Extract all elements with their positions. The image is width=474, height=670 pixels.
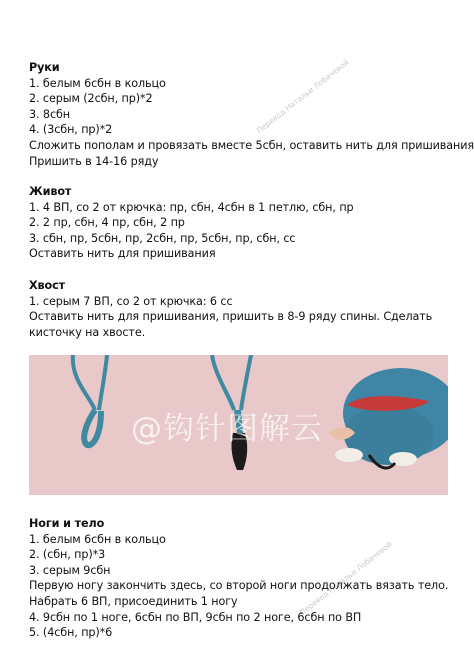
belly-line-4: Оставить нить для пришивания (29, 247, 216, 261)
section-belly (29, 184, 449, 262)
legs-line-5: Набрать 6 ВП, присоединить 1 ногу (29, 594, 238, 608)
legs-line-4: Первую ногу закончить здесь, со второй ноги продолжать вязать тело. (29, 579, 449, 593)
legs-line-6: 4. 9сбн по 1 ноге, 6сбн по ВП, 9сбн по 2 ноге, 6сбн по ВП (29, 610, 362, 624)
tail-line-3: кисточку на хвосте. (29, 325, 146, 339)
legs-line-3: 3. серым 9сбн (29, 563, 111, 577)
legs-line-1: 1. белым 6сбн в кольцо (29, 532, 166, 546)
tail-line-1: 1. серым 7 ВП, со 2 от крючка: 6 сс (29, 294, 233, 308)
photo-watermark: @钩针图解云 (131, 411, 323, 447)
legs-line-7: 5. (4сбн, пр)*6 (29, 626, 113, 640)
belly-line-3: 3. сбн, пр, 5сбн, пр, 2сбн, пр, 5сбн, пр, сбн, сс (29, 231, 296, 245)
section-title-belly: Живот (29, 185, 72, 198)
translator-watermark-top: Перевод Натальи Лобачёвой (255, 57, 351, 136)
legs-line-2: 2. (сбн, пр)*3 (29, 548, 106, 562)
translator-watermark-bottom: Перевод Натальи Лобачевой (298, 539, 394, 618)
tail-line-2: Оставить нить для пришивания, пришить в 8-9 ряду спины. Сделать (29, 310, 433, 324)
arms-line-5: Сложить пополам и провязать вместе 5сбн, оставить нить для пришивания (29, 138, 474, 152)
tail-process-photo (29, 355, 448, 495)
arms-line-4: 4. (3сбн, пр)*2 (29, 123, 113, 137)
section-arms (29, 57, 474, 169)
section-title-legs-body: Ноги и тело (29, 517, 105, 530)
belly-line-2: 2. 2 пр, сбн, 4 пр, сбн, 2 пр (29, 216, 185, 230)
section-tail (29, 278, 449, 340)
belly-line-1: 1. 4 ВП, со 2 от крючка: пр, сбн, 4сбн в 1 петлю, сбн, пр (29, 200, 354, 214)
arms-line-3: 3. 8сбн (29, 107, 71, 121)
section-legs-body (29, 516, 449, 641)
arms-line-6: Пришить в 14-16 ряду (29, 154, 159, 168)
section-title-arms: Руки (29, 61, 60, 74)
arms-line-2: 2. серым (2сбн, пр)*2 (29, 92, 153, 106)
section-title-tail: Хвост (29, 279, 66, 292)
arms-line-1: 1. белым 6сбн в кольцо (29, 76, 166, 90)
